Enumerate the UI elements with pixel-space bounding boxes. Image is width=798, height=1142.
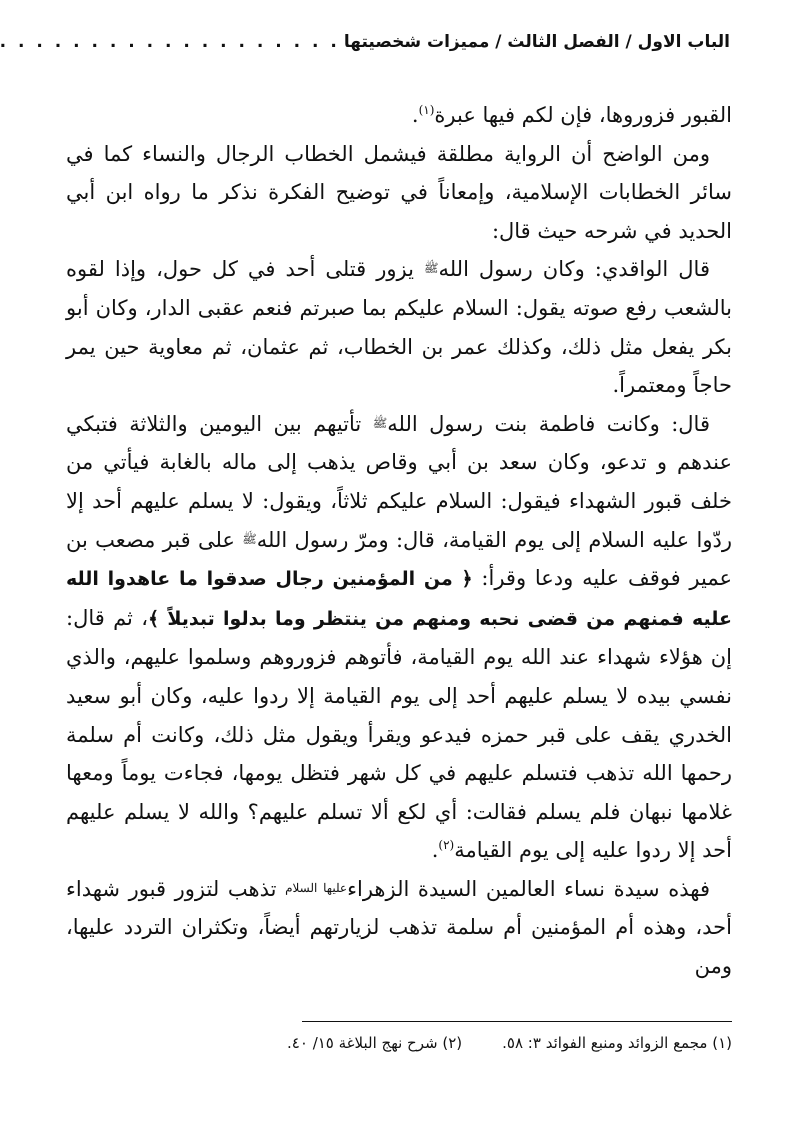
footnote-2: (٢) شرح نهج البلاغة ١٥/ ٤٠.: [287, 1034, 463, 1052]
header-dot-leader: . . . . . . . . . . . . . . . . . . .: [0, 32, 340, 52]
paragraph-2: ومن الواضح أن الرواية مطلقة فيشمل الخطاب الرجال والنساء كما في سائر الخطابات الإسلامية، وإمعاناً في توضيح الفكرة نذكر ما رواه ابن أبي الحديد في شرحه حيث قال:: [66, 141, 732, 243]
footnote-1: (١) مجمع الزوائد ومنبع الفوائد ٣: ٥٨.: [502, 1034, 732, 1052]
paragraph-4-end: .: [431, 838, 439, 863]
quran-verse: ﴿ من المؤمنين رجال صدقوا ما عاهدوا الله عليه فمنهم من قضى نحبه ومنهم من ينتظر وما بدلوا تبديلاً ﴾: [66, 568, 732, 630]
chapter-title: الباب الاول / الفصل الثالث / مميزات شخصيتها: [343, 32, 730, 52]
paragraph-4: [66, 405, 732, 870]
paragraph-3-text-b: يزور قتلى أحد في كل حول، وإذا لقوه بالشعب رفع صوته يقول: السلام عليكم بما صبرتم فنعم عقبى الدار، وكان أبو بكر يفعل مثل ذلك، وكذلك عمر بن الخطاب، ثم عثمان، ثم معاوية حين يمر حاجاً ومعتمراً.: [66, 257, 732, 398]
running-header: [0, 32, 730, 60]
honorific-mark: ﷺ: [242, 531, 257, 546]
honorific-mark: ﷺ: [423, 261, 439, 276]
paragraph-5-text-b: تذهب لتزور قبور شهداء أحد، وهذه أم المؤمنين أم سلمة تذهب لزيارتهم أيضاً، وتكثران التردد عليها، ومن: [66, 876, 732, 979]
paragraph-5-text-a: فهذه سيدة نساء العالمين السيدة الزهراء: [347, 876, 710, 901]
honorific-mark: عليها السلام: [285, 880, 348, 895]
honorific-mark: ﷺ: [372, 415, 388, 430]
footnote-ref-1: (١): [418, 103, 435, 117]
footnote-ref-2: (٢): [438, 838, 455, 853]
paragraph-3-text-a: قال الواقدي: وكان رسول الله: [438, 257, 710, 282]
footnote-separator: [302, 1021, 732, 1022]
footnotes: [66, 1034, 732, 1052]
paragraph-4-text-d: ، ثم قال: إن هؤلاء شهداء عند الله يوم القيامة، فأتوهم فزوروهم وسلموا عليهم، والذي نفسي بيده لا يسلم عليهم أحد إلى يوم القيامة إلا ردوا عليه، وكان أبو سعيد الخدري يقف على قبر حمزه فيدعو ويقرأ ويقول مثل ذلك، وكانت أم سلمة رحمها الله تذهب فتسلم عليهم في كل شهر فتظل يومها، فجاءت يوماً ومعها غلامها نبهان فلم يسلم فقالت: أي لكع ألا تسلم عليهم؟ والله لا يسلم عليهم أحد إلا ردوا عليه إلى يوم القيامة: [66, 605, 732, 863]
body-text: [66, 96, 732, 986]
paragraph-1-text: القبور فزوروها، فإن لكم فيها عبرة: [434, 103, 732, 127]
paragraph-3: [66, 250, 732, 404]
paragraph-1-end: .: [411, 103, 419, 127]
paragraph-1: [66, 96, 732, 135]
paragraph-4-text-a: قال: وكانت فاطمة بنت رسول الله: [387, 411, 710, 436]
paragraph-5: [66, 870, 732, 986]
paragraph-4-text-c: على قبر مصعب بن عمير فوقف عليه ودعا وقرأ:: [66, 527, 732, 591]
paragraph-4-text-b: تأتيهم بين اليومين والثلاثة فتبكي عندهم و تدعو، وكان سعد بن أبي وقاص يذهب إلى ماله بالغابة فيأتي من خلف قبور الشهداء فيقول: السلام عليكم ثلاثاً، ويقول: لا يسلم عليهم أحد إلا ردّوا عليه السلام إلى يوم القيامة، قال: ومرّ رسول الله: [66, 411, 732, 552]
